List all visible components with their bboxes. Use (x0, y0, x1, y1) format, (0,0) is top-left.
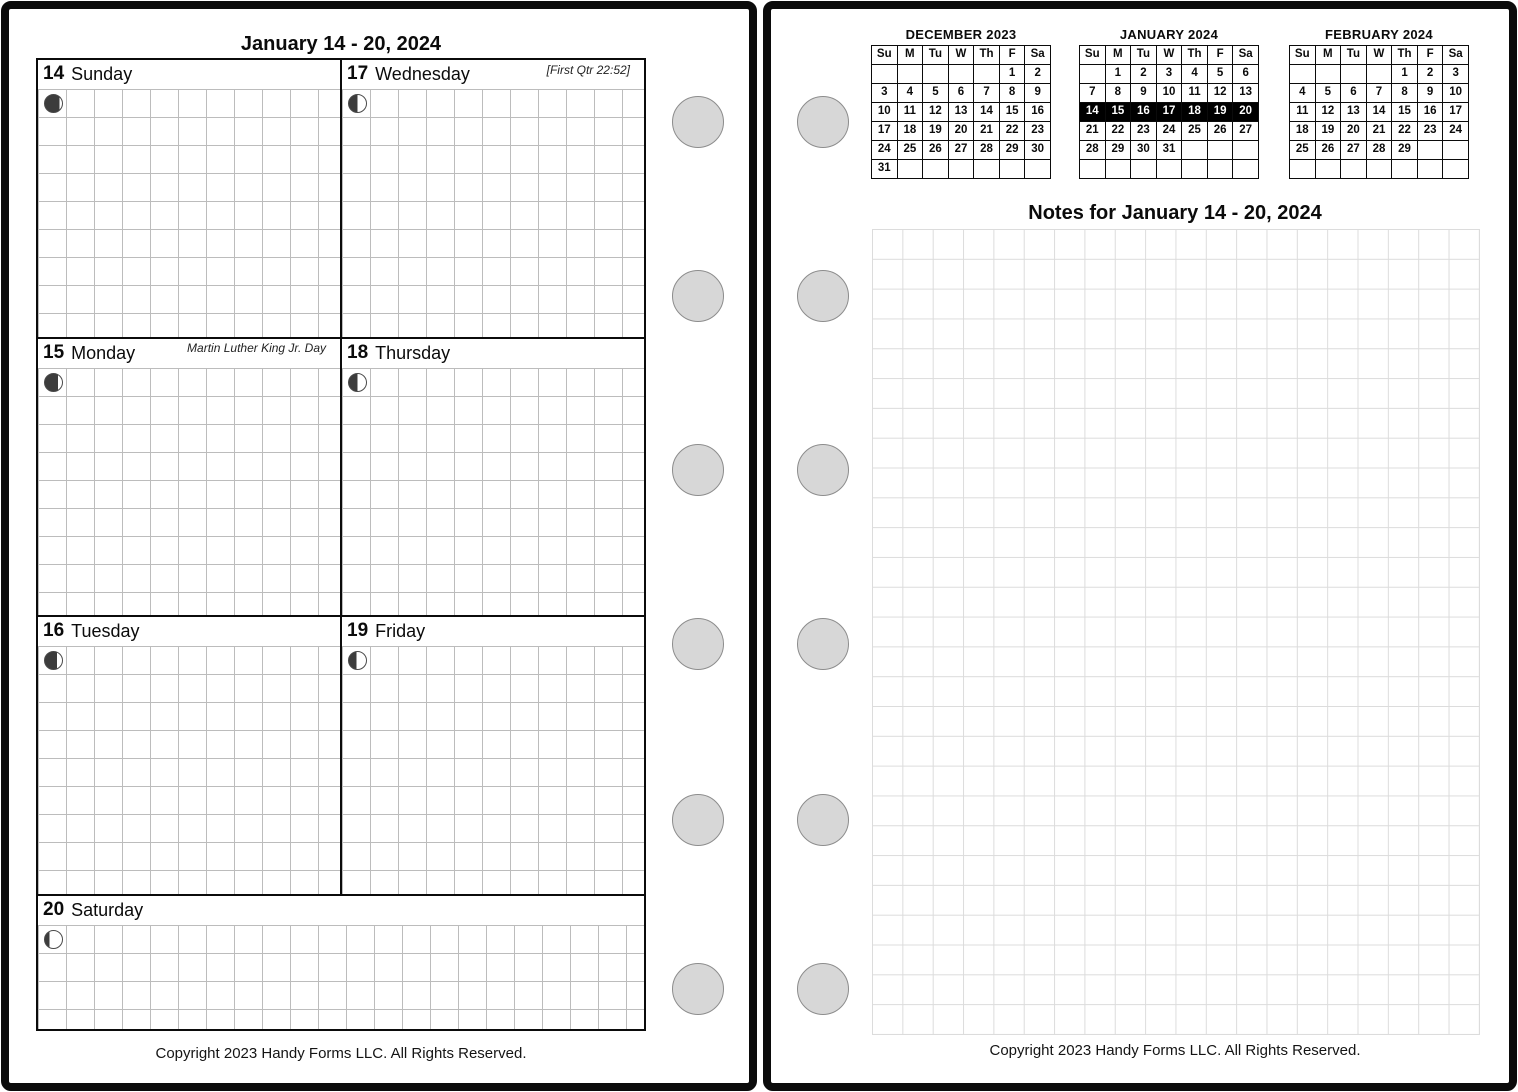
date-cell: 23 (1025, 122, 1051, 141)
notes-title: Notes for January 14 - 20, 2024 (1028, 202, 1322, 224)
day-cell-friday (342, 617, 644, 894)
day-writing-area (38, 925, 644, 1029)
week-row (1290, 160, 1469, 179)
week-row (1080, 122, 1259, 141)
date-cell: 18 (897, 122, 923, 141)
binder-hole (672, 963, 724, 1015)
weekday-header: Tu (1131, 46, 1157, 65)
date-cell (1290, 160, 1316, 179)
day-number: 17 (347, 63, 369, 84)
mini-calendar-title: DECEMBER 2023 (905, 27, 1017, 42)
date-cell (923, 65, 949, 84)
date-cell: 21 (1366, 122, 1392, 141)
date-cell: 17 (1156, 103, 1182, 122)
week-row (872, 122, 1051, 141)
mini-calendar-title: FEBRUARY 2024 (1325, 27, 1433, 42)
weekday-header: Th (974, 46, 1000, 65)
date-cell (1182, 141, 1208, 160)
date-cell: 13 (1233, 84, 1259, 103)
date-cell: 4 (1290, 84, 1316, 103)
date-cell: 6 (1233, 65, 1259, 84)
moon-phase-icon-waxing-gibbous (44, 930, 63, 949)
date-cell (923, 160, 949, 179)
moon-phase-icon-first-quarter (348, 94, 367, 113)
date-cell: 14 (1080, 103, 1106, 122)
binder-hole (797, 618, 849, 670)
date-cell: 3 (1443, 65, 1469, 84)
date-cell: 16 (1131, 103, 1157, 122)
date-cell: 4 (1182, 65, 1208, 84)
weekday-header: Sa (1233, 46, 1259, 65)
date-cell (1315, 160, 1341, 179)
date-cell: 18 (1290, 122, 1316, 141)
week-row (1080, 65, 1259, 84)
date-cell: 27 (1233, 122, 1259, 141)
date-cell (1156, 160, 1182, 179)
weekday-header: Sa (1025, 46, 1051, 65)
date-cell: 28 (1366, 141, 1392, 160)
binder-hole (797, 794, 849, 846)
day-name: Wednesday (375, 64, 470, 84)
moon-phase-icon-first-quarter (348, 373, 367, 392)
date-cell: 29 (999, 141, 1025, 160)
date-cell: 21 (1080, 122, 1106, 141)
date-cell: 14 (1366, 103, 1392, 122)
date-cell: 22 (1392, 122, 1418, 141)
week-row (872, 160, 1051, 179)
date-cell: 18 (1182, 103, 1208, 122)
day-writing-area (38, 646, 340, 894)
day-number: 19 (347, 620, 369, 641)
day-name: Tuesday (71, 621, 140, 641)
day-header (38, 339, 340, 368)
mini-calendar-table (1079, 45, 1259, 179)
week-row (1080, 141, 1259, 160)
weekday-header: M (897, 46, 923, 65)
week-row (1290, 122, 1469, 141)
moon-phase-icon-first-quarter (348, 651, 367, 670)
date-cell (1417, 160, 1443, 179)
weekday-header: F (1207, 46, 1233, 65)
date-cell: 13 (948, 103, 974, 122)
date-cell: 5 (923, 84, 949, 103)
date-cell: 27 (948, 141, 974, 160)
date-cell (1443, 160, 1469, 179)
weekday-header: Sa (1443, 46, 1469, 65)
date-cell: 12 (923, 103, 949, 122)
date-cell (897, 160, 923, 179)
date-cell: 8 (1392, 84, 1418, 103)
binder-hole (797, 96, 849, 148)
date-cell: 2 (1417, 65, 1443, 84)
binder-hole (672, 444, 724, 496)
copyright-left: Copyright 2023 Handy Forms LLC. All Rights Reserved. (155, 1045, 527, 1062)
day-cell-tuesday (38, 617, 340, 894)
day-cell-sunday (38, 60, 340, 337)
date-cell: 25 (1290, 141, 1316, 160)
date-cell: 13 (1341, 103, 1367, 122)
week-row (1080, 160, 1259, 179)
day-header (38, 896, 644, 925)
week-row (872, 103, 1051, 122)
date-cell (872, 65, 898, 84)
date-cell: 15 (999, 103, 1025, 122)
date-cell: 19 (1207, 103, 1233, 122)
weekday-header: Su (872, 46, 898, 65)
date-cell (1315, 65, 1341, 84)
date-cell: 11 (1182, 84, 1208, 103)
date-cell (1366, 65, 1392, 84)
date-cell: 8 (1105, 84, 1131, 103)
binder-hole (672, 270, 724, 322)
date-cell: 20 (948, 122, 974, 141)
day-number: 14 (43, 63, 65, 84)
date-cell (1443, 141, 1469, 160)
weekday-header: M (1315, 46, 1341, 65)
day-number: 16 (43, 620, 65, 641)
weekday-header: Th (1392, 46, 1418, 65)
date-cell: 8 (999, 84, 1025, 103)
binder-hole (797, 270, 849, 322)
date-cell (1207, 141, 1233, 160)
notes-grid (872, 229, 1480, 1035)
date-cell: 22 (1105, 122, 1131, 141)
date-cell (1105, 160, 1131, 179)
left-page (1, 1, 757, 1091)
mini-calendar-table (871, 45, 1051, 179)
weekday-header: W (1156, 46, 1182, 65)
date-cell (1182, 160, 1208, 179)
date-cell: 4 (897, 84, 923, 103)
date-cell: 19 (923, 122, 949, 141)
mini-calendar-december (871, 27, 1051, 179)
day-number: 15 (43, 342, 65, 363)
date-cell: 15 (1392, 103, 1418, 122)
date-cell: 19 (1315, 122, 1341, 141)
date-cell: 2 (1131, 65, 1157, 84)
date-cell (1080, 65, 1106, 84)
date-cell: 26 (1207, 122, 1233, 141)
copyright-right: Copyright 2023 Handy Forms LLC. All Rights Reserved. (989, 1042, 1361, 1059)
moon-phase-icon-waxing-crescent (44, 94, 63, 113)
mini-calendar-table (1289, 45, 1469, 179)
date-cell (1207, 160, 1233, 179)
date-cell: 23 (1417, 122, 1443, 141)
date-cell: 28 (974, 141, 1000, 160)
day-writing-area (342, 646, 644, 894)
date-cell (948, 65, 974, 84)
day-annotation: Martin Luther King Jr. Day (187, 341, 326, 355)
date-cell: 1 (1392, 65, 1418, 84)
date-cell (1290, 65, 1316, 84)
date-cell: 20 (1341, 122, 1367, 141)
date-cell (1366, 160, 1392, 179)
date-cell: 31 (1156, 141, 1182, 160)
date-cell (974, 65, 1000, 84)
day-cell-monday (38, 339, 340, 615)
date-cell: 1 (999, 65, 1025, 84)
date-cell: 29 (1105, 141, 1131, 160)
date-cell: 1 (1105, 65, 1131, 84)
weekday-header: F (1417, 46, 1443, 65)
date-cell: 10 (1443, 84, 1469, 103)
mini-calendar-header-row (1290, 46, 1469, 65)
date-cell (1233, 160, 1259, 179)
date-cell: 11 (897, 103, 923, 122)
date-cell: 30 (1131, 141, 1157, 160)
day-header (342, 60, 644, 89)
date-cell: 24 (1443, 122, 1469, 141)
mini-calendar-header-row (1080, 46, 1259, 65)
moon-phase-icon-waxing-crescent (44, 651, 63, 670)
date-cell (1417, 141, 1443, 160)
date-cell: 20 (1233, 103, 1259, 122)
date-cell: 31 (872, 160, 898, 179)
day-annotation: [First Qtr 22:52] (546, 63, 630, 77)
date-cell: 10 (872, 103, 898, 122)
date-cell: 12 (1207, 84, 1233, 103)
week-row (872, 84, 1051, 103)
date-cell: 3 (1156, 65, 1182, 84)
date-cell (1025, 160, 1051, 179)
date-cell: 9 (1025, 84, 1051, 103)
date-cell: 14 (974, 103, 1000, 122)
date-cell (1080, 160, 1106, 179)
binder-hole (672, 794, 724, 846)
day-number: 18 (347, 342, 369, 363)
weekday-header: M (1105, 46, 1131, 65)
date-cell: 7 (1366, 84, 1392, 103)
date-cell: 7 (1080, 84, 1106, 103)
date-cell (1392, 160, 1418, 179)
binder-hole (797, 963, 849, 1015)
date-cell: 10 (1156, 84, 1182, 103)
date-cell: 12 (1315, 103, 1341, 122)
date-cell: 3 (872, 84, 898, 103)
date-cell: 6 (1341, 84, 1367, 103)
date-cell: 7 (974, 84, 1000, 103)
binder-hole (672, 96, 724, 148)
right-page (763, 1, 1517, 1091)
date-cell: 9 (1131, 84, 1157, 103)
date-cell: 27 (1341, 141, 1367, 160)
day-writing-area (38, 368, 340, 615)
date-cell: 16 (1025, 103, 1051, 122)
day-header (342, 617, 644, 646)
weekday-header: F (999, 46, 1025, 65)
date-cell: 6 (948, 84, 974, 103)
weekday-header: Su (1080, 46, 1106, 65)
date-cell: 24 (872, 141, 898, 160)
week-row (1080, 84, 1259, 103)
date-cell: 2 (1025, 65, 1051, 84)
date-cell (1341, 160, 1367, 179)
date-cell: 22 (999, 122, 1025, 141)
date-cell: 11 (1290, 103, 1316, 122)
day-header (38, 617, 340, 646)
date-cell: 15 (1105, 103, 1131, 122)
date-cell: 26 (923, 141, 949, 160)
date-cell: 17 (872, 122, 898, 141)
date-cell: 5 (1315, 84, 1341, 103)
day-name: Friday (375, 621, 426, 641)
date-cell: 29 (1392, 141, 1418, 160)
mini-calendar-february (1289, 27, 1469, 179)
date-cell (974, 160, 1000, 179)
date-cell (1131, 160, 1157, 179)
day-number: 20 (43, 899, 65, 920)
day-name: Monday (71, 343, 136, 363)
date-cell (1341, 65, 1367, 84)
week-row (872, 141, 1051, 160)
binder-hole (797, 444, 849, 496)
date-cell: 9 (1417, 84, 1443, 103)
date-cell: 17 (1443, 103, 1469, 122)
day-name: Sunday (71, 64, 133, 84)
day-name: Thursday (375, 343, 451, 363)
day-header (38, 60, 340, 89)
mini-calendar-header-row (872, 46, 1051, 65)
day-writing-area (342, 368, 644, 615)
weekday-header: Th (1182, 46, 1208, 65)
date-cell (999, 160, 1025, 179)
moon-phase-icon-waxing-crescent (44, 373, 63, 392)
date-cell: 28 (1080, 141, 1106, 160)
day-writing-area (342, 89, 644, 337)
week-row (1290, 84, 1469, 103)
date-cell: 26 (1315, 141, 1341, 160)
weekday-header: Tu (923, 46, 949, 65)
date-cell (948, 160, 974, 179)
date-cell: 30 (1025, 141, 1051, 160)
date-cell: 25 (1182, 122, 1208, 141)
date-cell (1233, 141, 1259, 160)
day-writing-area (38, 89, 340, 337)
week-row (872, 65, 1051, 84)
weekday-header: Tu (1341, 46, 1367, 65)
weekday-header: W (1366, 46, 1392, 65)
day-name: Saturday (71, 900, 144, 920)
binder-hole (672, 618, 724, 670)
mini-calendar-january (1079, 27, 1259, 179)
mini-calendar-title: JANUARY 2024 (1119, 27, 1219, 42)
week-row (1290, 65, 1469, 84)
week-row (1290, 141, 1469, 160)
date-cell: 21 (974, 122, 1000, 141)
date-cell: 25 (897, 141, 923, 160)
day-header (342, 339, 644, 368)
date-cell: 24 (1156, 122, 1182, 141)
weekly-grid (36, 58, 646, 1031)
day-cell-wednesday (342, 60, 644, 337)
weekday-header: W (948, 46, 974, 65)
date-cell: 5 (1207, 65, 1233, 84)
week-row (1290, 103, 1469, 122)
date-cell: 16 (1417, 103, 1443, 122)
date-cell (897, 65, 923, 84)
date-cell: 23 (1131, 122, 1157, 141)
day-cell-thursday (342, 339, 644, 615)
week-title: January 14 - 20, 2024 (240, 33, 442, 55)
weekday-header: Su (1290, 46, 1316, 65)
day-cell-saturday (38, 896, 644, 1029)
highlighted-week-row (1080, 103, 1259, 122)
